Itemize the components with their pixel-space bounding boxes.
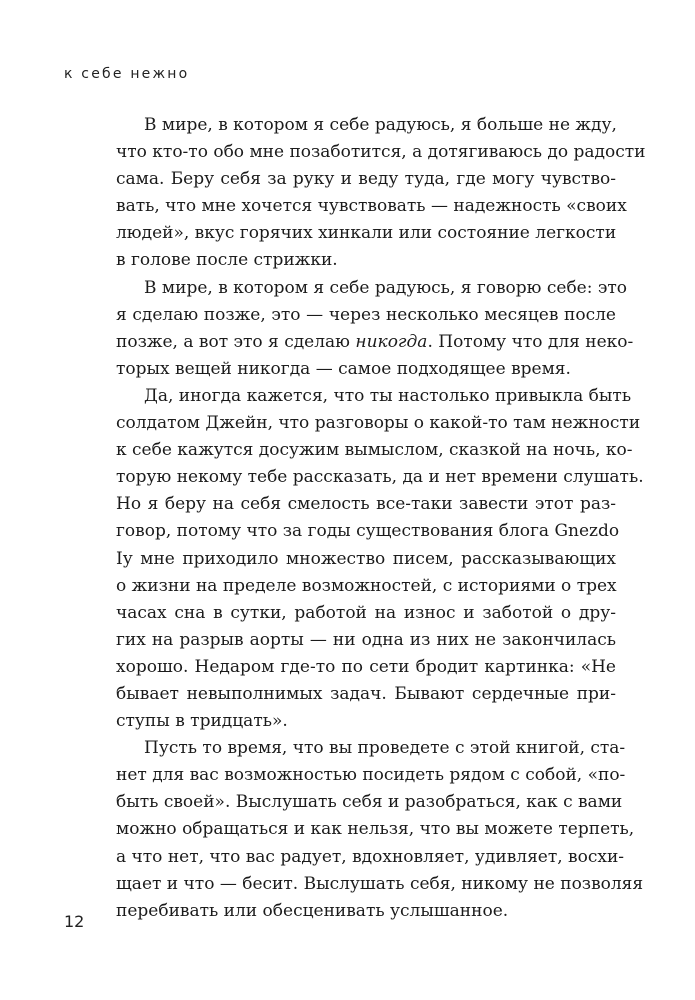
text-line: сама. Беру себя за руку и веду туда, где могу чувство- (116, 169, 616, 190)
text-line: можно обращаться и как нельзя, что вы можете терпеть, (116, 819, 635, 840)
text-segment: . Потому что для неко- (427, 331, 634, 352)
text-line: о жизни на пределе возможностей, с историями о трех (116, 575, 617, 596)
text-line: Но я беру на себя смелость все-таки завести этот раз- (116, 494, 616, 515)
text-line: говор, потому что за годы существования блога Gnezdo (116, 521, 620, 542)
text-line: перебивать или обесценивать услышанное. (116, 900, 509, 921)
paragraph-2 (116, 275, 634, 383)
text-line: вать, что мне хочется чувствовать — надежность «своих (116, 196, 627, 217)
text-line: к себе кажутся досужим вымыслом, сказкой на ночь, ко- (116, 440, 633, 461)
text-line (116, 329, 634, 356)
text-line: часах сна в сутки, работой на износ и заботой о дру- (116, 602, 616, 623)
text-line: Пусть то время, что вы проведете с этой книгой, ста- (144, 738, 626, 759)
paragraph-4 (116, 735, 644, 925)
italic-word: никогда (355, 331, 428, 352)
text-line: В мире, в котором я себе радуюсь, я больше не жду, (144, 115, 617, 135)
text-line: гих на разрыв аорты — ни одна из них не закончилась (116, 629, 616, 650)
text-line: нет для вас возможностью посидеть рядом с собой, «по- (116, 765, 626, 786)
text-line: хорошо. Недаром где-то по сети бродит картинка: «Не (116, 656, 616, 677)
text-line: щает и что — бесит. Выслушать себя, никому не позволяя (116, 873, 644, 894)
text-line: бывает невыполнимых задач. Бывают сердечные при- (116, 683, 616, 704)
body-text (116, 112, 646, 925)
text-line: Да, иногда кажется, что ты настолько привыкла быть (144, 385, 632, 406)
text-line: Іу мне приходило множество писем, рассказывающих (116, 548, 616, 569)
text-segment: позже, а вот это я сделаю (116, 331, 356, 352)
page-number: 12 (64, 912, 85, 931)
text-line: я сделаю позже, это — через несколько месяцев после (116, 304, 616, 325)
text-line: торую некому тебе рассказать, да и нет времени слушать. (116, 467, 644, 488)
text-line: людей», вкус горячих хинкали или состояние легкости (116, 223, 617, 244)
text-line: ступы в тридцать». (116, 711, 288, 732)
text-line: что кто-то обо мне позаботится, а дотягиваюсь до радости (116, 142, 646, 163)
paragraph-3 (116, 383, 644, 735)
running-title: к себе нежно (64, 66, 190, 82)
text-line: а что нет, что вас радует, вдохновляет, удивляет, восхи- (116, 846, 625, 867)
text-line: в голове после стрижки. (116, 250, 338, 271)
text-line: солдатом Джейн, что разговоры о какой-то там нежности (116, 413, 641, 434)
text-line: торых вещей никогда — самое подходящее время. (116, 358, 571, 379)
text-line: В мире, в котором я себе радуюсь, я говорю себе: это (144, 277, 628, 298)
text-line: быть своей». Выслушать себя и разобраться, как с вами (116, 792, 623, 813)
paragraph-1 (116, 112, 646, 275)
